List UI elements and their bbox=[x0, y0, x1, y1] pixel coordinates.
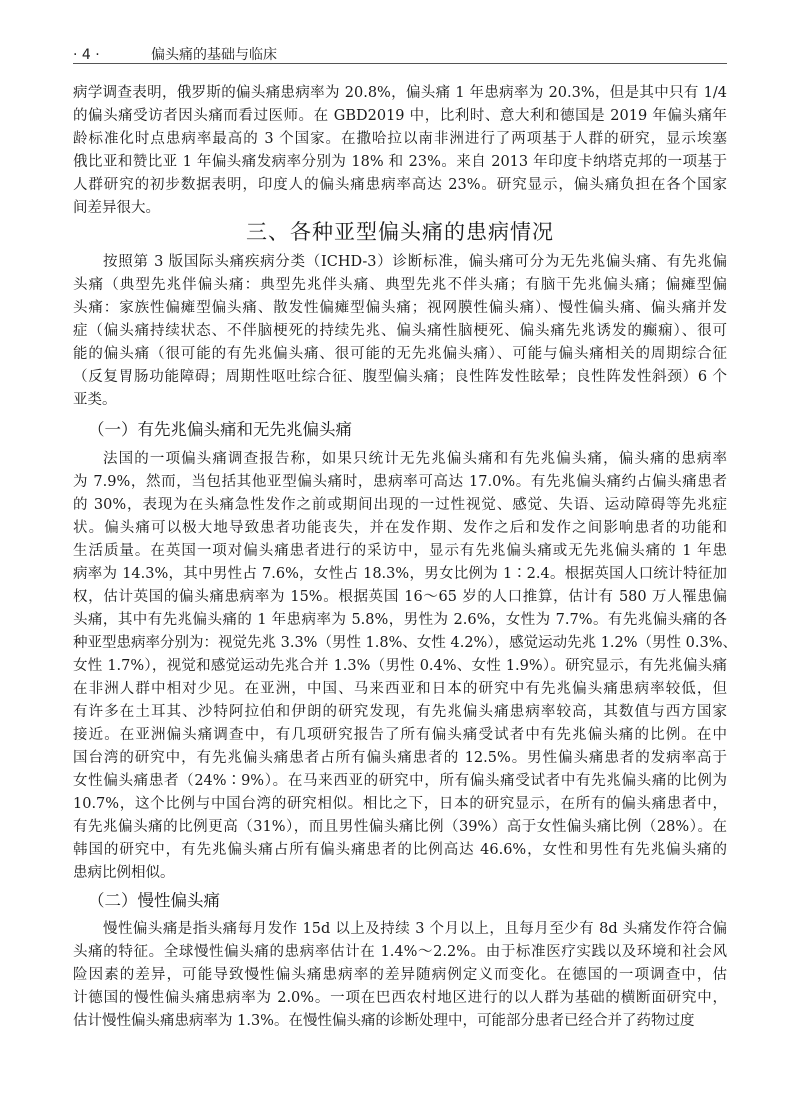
paragraph-4 bbox=[73, 918, 727, 1033]
text-line: 亚类。 bbox=[73, 392, 117, 408]
text-line: 国台湾的研究中，有先兆偏头痛患者占所有偏头痛患者的 12.5%。男性偏头痛患者的发病率高于 bbox=[73, 750, 727, 766]
text-line: 10.7%，这个比例与中国台湾的研究相似。相比之下，日本的研究显示，在所有的偏头痛患者中， bbox=[73, 796, 727, 812]
text-line: 病学调查表明，俄罗斯的偏头痛患病率为 20.8%，偏头痛 1 年患病率为 20.3%，但是其中只有 1/4 bbox=[73, 85, 727, 101]
paragraph-1 bbox=[73, 82, 727, 220]
text-line: 为 7.9%，然而，当包括其他亚型偏头痛时，患病率可高达 17.0%。有先兆偏头痛约占偏头痛患者 bbox=[73, 474, 727, 490]
paragraph-3 bbox=[73, 448, 737, 885]
header-rule bbox=[73, 63, 727, 64]
subheading-2: （二）慢性偏头痛 bbox=[88, 891, 220, 910]
running-header bbox=[73, 44, 277, 64]
text-line: 有许多在土耳其、沙特阿拉伯和伊朗的研究发现，有先兆偏头痛患病率较高，其数值与西方国家 bbox=[73, 704, 727, 720]
book-title: 偏头痛的基础与临床 bbox=[151, 47, 277, 63]
text-line: 在非洲人群中相对少见。在亚洲，中国、马来西亚和日本的研究中有先兆偏头痛患病率较低，但 bbox=[73, 681, 727, 697]
text-line: 能的偏头痛（很可能的有先兆偏头痛、很可能的无先兆偏头痛）、可能与偏头痛相关的周期综合征 bbox=[73, 346, 727, 362]
text-line: 按照第 3 版国际头痛疾病分类（ICHD-3）诊断标准，偏头痛可分为无先兆偏头痛、有先兆偏 bbox=[103, 254, 727, 270]
text-line: 头痛（典型先兆伴偏头痛：典型先兆伴头痛、典型先兆不伴头痛；有脑干先兆偏头痛；偏瘫型偏 bbox=[73, 277, 727, 293]
text-line: 生活质量。在英国一项对偏头痛患者进行的采访中，显示有先兆偏头痛或无先兆偏头痛的 1 年患 bbox=[73, 543, 727, 559]
subheading-1: （一）有先兆偏头痛和无先兆偏头痛 bbox=[88, 420, 352, 439]
text-line: 病率为 14.3%，其中男性占 7.6%，女性占 18.3%，男女比例为 1∶2.4。根据英国人口统计特征加 bbox=[73, 566, 727, 582]
text-line: 头痛：家族性偏瘫型偏头痛、散发性偏瘫型偏头痛；视网膜性偏头痛）、慢性偏头痛、偏头痛并发 bbox=[73, 300, 727, 316]
text-line: 接近。在亚洲偏头痛调查中，有几项研究报告了所有偏头痛受试者中有先兆偏头痛的比例。在中 bbox=[73, 727, 727, 743]
text-line: 计德国的慢性偏头痛患病率为 2.0%。一项在巴西农村地区进行的以人群为基础的横断面研究中， bbox=[73, 990, 727, 1006]
text-line: 人群研究的初步数据表明，印度人的偏头痛患病率高达 23%。研究显示，偏头痛负担在各个国家 bbox=[73, 177, 727, 193]
text-line: 险因素的差异，可能导致慢性偏头痛患病率的差异随病例定义而变化。在德国的一项调查中，估 bbox=[73, 967, 727, 983]
text-line: 女性偏头痛患者（24%∶9%）。在马来西亚的研究中，所有偏头痛受试者中有先兆偏头痛的比例为 bbox=[73, 773, 727, 789]
text-line: 患病比例相似。 bbox=[73, 865, 175, 881]
text-line: 女性 1.7%），视觉和感觉运动先兆合并 1.3%（男性 0.4%、女性 1.9%）。研究显示，有先兆偏头痛 bbox=[73, 658, 727, 674]
text-line: 症（偏头痛持续状态、不伴脑梗死的持续先兆、偏头痛性脑梗死、偏头痛先兆诱发的癫痫）、很可 bbox=[73, 323, 727, 339]
text-line: 法国的一项偏头痛调查报告称，如果只统计无先兆偏头痛和有先兆偏头痛，偏头痛的患病率 bbox=[103, 451, 727, 467]
text-line: 有先兆偏头痛的比例更高（31%），而且男性偏头痛比例（39%）高于女性偏头痛比例（28%）。在 bbox=[73, 819, 727, 835]
text-line: 俄比亚和赞比亚 1 年偏头痛发病率分别为 18% 和 23%。来自 2013 年印度卡纳塔克邦的一项基于 bbox=[73, 154, 727, 170]
text-line: 慢性偏头痛是指头痛每月发作 15d 以上及持续 3 个月以上，且每月至少有 8d 头痛发作符合偏 bbox=[103, 921, 727, 937]
page-number: · 4 · bbox=[73, 47, 100, 63]
text-line: （反复胃肠功能障碍；周期性呕吐综合征、腹型偏头痛；良性阵发性眩晕；良性阵发性斜颈）6 个 bbox=[73, 369, 727, 385]
text-line: 种亚型患病率分别为：视觉先兆 3.3%（男性 1.8%、女性 4.2%），感觉运动先兆 1.2%（男性 0.3%、 bbox=[73, 635, 737, 651]
text-line: 权，估计英国的偏头痛患病率为 15%。根据英国 16～65 岁的人口推算，估计有 580 万人罹患偏 bbox=[73, 589, 727, 605]
text-line: 龄标准化时点患病率最高的 3 个国家。在撒哈拉以南非洲进行了两项基于人群的研究，显示埃塞 bbox=[73, 131, 727, 147]
text-line: 头痛的特征。全球慢性偏头痛的患病率估计在 1.4%～2.2%。由于标准医疗实践以及环境和社会风 bbox=[73, 944, 727, 960]
text-line: 韩国的研究中，有先兆偏头痛占所有偏头痛患者的比例高达 46.6%，女性和男性有先兆偏头痛的 bbox=[73, 842, 727, 858]
text-line: 的 30%，表现为在头痛急性发作之前或期间出现的一过性视觉、感觉、失语、运动障碍等先兆症 bbox=[73, 497, 727, 513]
section-title: 三、各种亚型偏头痛的患病情况 bbox=[246, 220, 554, 244]
text-line: 间差异很大。 bbox=[73, 200, 160, 216]
text-line: 的偏头痛受访者因头痛而看过医师。在 GBD2019 中，比利时、意大利和德国是 2019 年偏头痛年 bbox=[73, 108, 727, 124]
text-line: 头痛，其中有先兆偏头痛的 1 年患病率为 5.8%，男性为 2.6%，女性为 7.7%。有先兆偏头痛的各 bbox=[73, 612, 727, 628]
text-line: 估计慢性偏头痛患病率为 1.3%。在慢性偏头痛的诊断处理中，可能部分患者已经合并了药物过度 bbox=[73, 1013, 695, 1029]
text-line: 状。偏头痛可以极大地导致患者功能丧失，并在发作期、发作之后和发作之间影响患者的功能和 bbox=[73, 520, 727, 536]
paragraph-2 bbox=[73, 251, 727, 412]
